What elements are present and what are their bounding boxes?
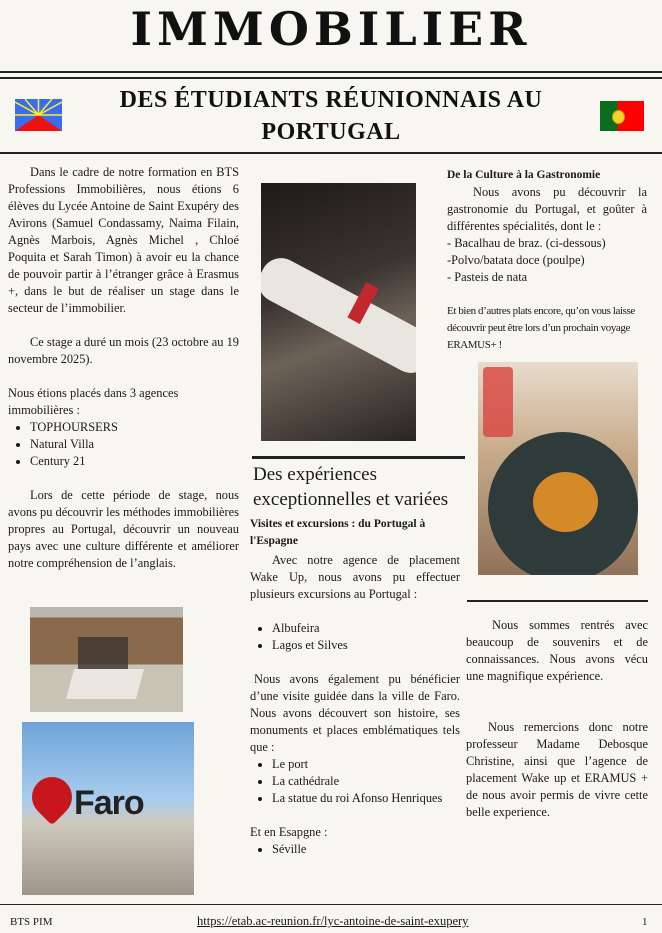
newsletter-subtitle: DES ÉTUDIANTS RÉUNIONNAIS AU PORTUGAL [119, 87, 543, 145]
section-heading: Des expériences exceptionnelles et variées [253, 464, 449, 510]
gastronomy-paragraph: Nous avons pu découvrir la gastronomie du Portugal, et goûter à différentes spécialités, dont le : [447, 185, 647, 233]
dish-item: -Polvo/batata doce (poulpe) [447, 253, 585, 267]
page-number: 1 [642, 916, 648, 928]
list-item: • Séville [272, 841, 460, 858]
stage-paragraph: Lors de cette période de stage, nous avons pu découvrir les méthodes immobilières propres au Portugal, découvrir un nouveau pays avec une culture différente et améliorer notre compréhension de l’anglais. [8, 488, 239, 570]
footer-divider [0, 904, 662, 905]
newsletter-title: IMMOBILIER [130, 2, 532, 56]
right-column [447, 167, 647, 354]
list-item: • Century 21 [30, 453, 239, 470]
stage-duration: Ce stage a duré un mois (23 octobre au 19 novembre 2025). [8, 335, 239, 366]
conclusion-paragraph: Nous sommes rentrés avec beaucoup de souvenirs et de connaissances. Nous avons vécu une magnifique expérience. [466, 618, 648, 683]
left-column [8, 164, 239, 572]
divider [252, 456, 465, 459]
list-item: • Albufeira [272, 620, 460, 637]
list-item: • Lagos et Silves [272, 637, 460, 654]
list-item: • La cathédrale [272, 773, 460, 790]
portugal-flag-icon [600, 101, 644, 131]
thanks-paragraph: Nous remercions donc notre professeur Madame Debosque Christine, ainsi que l’agence de placement Wake up et ERAMUS + de nous avoir permis de vivre cette belle experience. [466, 720, 648, 819]
faro-sign-photo [22, 722, 194, 895]
dishes-more: Et bien d’autres plats encore, qu’on vous laisse découvrir peut être lors d’un prochain voyage ERAMUS+ ! [447, 305, 635, 351]
spain-list [250, 841, 460, 858]
school-link[interactable]: https://etab.ac-reunion.fr/lyc-antoine-de-saint-exupery [197, 914, 469, 928]
excursions-list [250, 620, 460, 654]
reunion-flag-icon [15, 99, 62, 131]
list-item: • Natural Villa [30, 436, 239, 453]
group-photo [30, 607, 183, 712]
faro-sign: Faro [74, 784, 144, 822]
dish-item: - Pasteis de nata [447, 270, 528, 284]
divider [0, 152, 662, 154]
footer-label: BTS PIM [10, 916, 53, 928]
places-list [250, 756, 460, 807]
faro-paragraph: Nous avons également pu bénéficier d’une visite guidée dans la ville de Faro. Nous avons découvert son histoire, ses monuments et places emblématiques tels que : [250, 672, 460, 754]
divider [0, 77, 662, 79]
excursions-paragraph: Avec notre agence de placement Wake Up, nous avons pu effectuer plusieurs excursions au Portugal : [250, 553, 460, 601]
list-item: • Le port [272, 756, 460, 773]
list-item: • La statue du roi Afonso Henriques [272, 790, 460, 807]
food-photo [478, 362, 638, 575]
airplane-photo [261, 183, 416, 441]
agencies-intro: Nous étions placés dans 3 agences immobilières : [8, 386, 179, 417]
conclusion-column [466, 617, 648, 821]
list-item: • TOPHOURSERS [30, 419, 239, 436]
agencies-list [8, 419, 239, 470]
dish-item: - Bacalhau de braz. (ci-dessous) [447, 236, 606, 250]
section-subheading: Visites et excursions : du Portugal à l'Espagne [250, 518, 426, 547]
intro-paragraph: Dans le cadre de notre formation en BTS Professions Immobilières, nous étions 6 élèves du Lycée Antoine de Saint Exupéry des Avirons (Samuel Condassamy, Naima Filain, Agnès Marbois, Agnès Michel , Chloé Poquita et Sarah Timon) à avoir eu la chance de pouvoir partir à l’étranger grâce à Erasmus +, dans le but de réaliser un stage dans le secteur de l’immobilier. [8, 165, 239, 315]
divider [0, 71, 662, 73]
divider [467, 600, 648, 602]
gastronomy-heading: De la Culture à la Gastronomie [447, 169, 601, 181]
middle-column [250, 462, 460, 858]
spain-intro: Et en Esapgne : [250, 825, 328, 839]
